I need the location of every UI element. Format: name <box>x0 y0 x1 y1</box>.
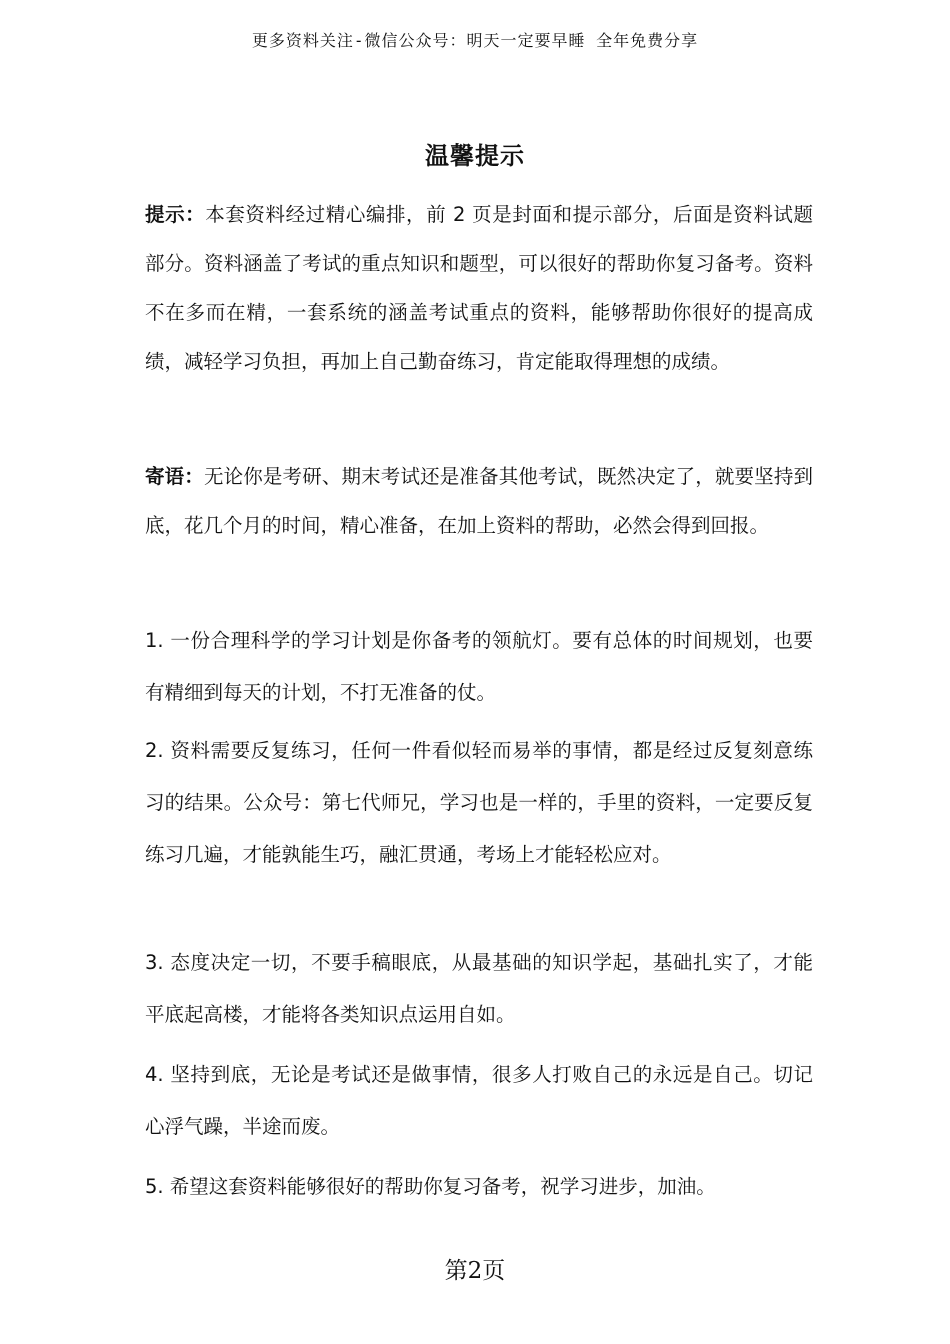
message-label: 寄语： <box>145 465 204 488</box>
message-paragraph <box>145 452 813 550</box>
list-item: 1. 一份合理科学的学习计划是你备考的领航灯。要有总体的时间规划，也要有精细到每天的计划，不打无准备的仗。 <box>145 629 813 704</box>
page-title: 温馨提示 <box>425 142 525 170</box>
list-item: 5. 希望这套资料能够很好的帮助你复习备考，祝学习进步，加油。 <box>145 1175 716 1198</box>
message-text: 无论你是考研、期末考试还是准备其他考试，既然决定了，就要坚持到底，花几个月的时间，精心准备，在加上资料的帮助，必然会得到回报。 <box>145 465 813 537</box>
list-item: 4. 坚持到底，无论是考试还是做事情，很多人打败自己的永远是自己。切记心浮气躁，半途而废。 <box>145 1063 813 1138</box>
tip-label: 提示： <box>145 203 206 226</box>
tip-paragraph <box>145 190 813 386</box>
list-item: 3. 态度决定一切，不要手稿眼底，从最基础的知识学起，基础扎实了，才能平底起高楼，才能将各类知识点运用自如。 <box>145 951 813 1026</box>
list-item: 2. 资料需要反复练习，任何一件看似轻而易举的事情，都是经过反复刻意练习的结果。公众号：第七代师兄，学习也是一样的，手里的资料，一定要反复练习几遍，才能孰能生巧，融汇贯通，考场上才能轻松应对。 <box>145 739 813 866</box>
header-notice: 更多资料关注-微信公众号：明天一定要早睡 全年免费分享 <box>251 31 699 50</box>
page-number: 第2页 <box>444 1258 506 1284</box>
tip-text: 本套资料经过精心编排，前 2 页是封面和提示部分，后面是资料试题部分。资料涵盖了考试的重点知识和题型，可以很好的帮助你复习备考。资料不在多而在精，一套系统的涵盖考试重点的资料，能够帮助你很好的提高成绩，减轻学习负担，再加上自己勤奋练习，肯定能取得理想的成绩。 <box>145 203 813 373</box>
